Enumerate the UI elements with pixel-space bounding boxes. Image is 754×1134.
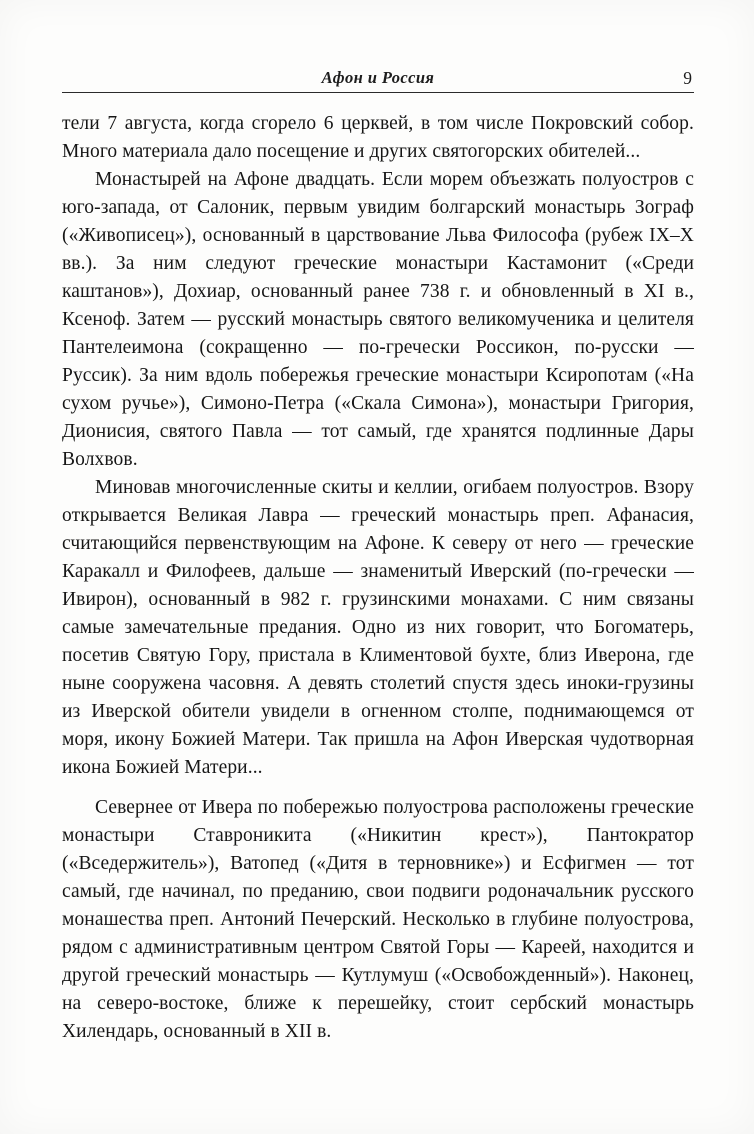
paragraph-continuation: тели 7 августа, когда сгорело 6 церквей, в том числе Покровский собор. Много материала дало посещение и других святогорских обителей...: [62, 113, 694, 162]
paragraph: Миновав многочисленные скиты и келлии, огибаем полуостров. Взору открывается Великая Лавра — греческий монастырь преп. Афанасия, считающийся первенствующим на Афоне. К северу от него — греческие Каракалл и Филофеев, дальше — знаменитый Иверский (по-гречески — Ивирон), основанный в 982 г. грузинскими монахами. С ним связаны самые замечательные предания. Одно из них говорит, что Богоматерь, посетив Святую Гору, пристала в Климентовой бухте, близ Иверона, где ныне сооружена часовня. А девять столетий спустя здесь иноки-грузины из Иверской обители увидели в огненном столпе, поднимающемся от моря, икону Божией Матери. Так пришла на Афон Иверская чудотворная икона Божией Матери...: [62, 477, 694, 778]
page-header: [62, 68, 694, 93]
paragraph: Монастырей на Афоне двадцать. Если морем объезжать полуостров с юго-запада, от Салоник, первым увидим болгарский монастырь Зограф («Живописец»), основанный в царствование Льва Философа (рубеж IX–X вв.). За ним следуют греческие монастыри Кастамонит («Среди каштанов»), Дохиар, основанный ранее 738 г. и обновленный в XI в., Ксеноф. Затем — русский монастырь святого великомученика и целителя Пантелеимона (сокращенно — по-гречески Россикон, по-русски — Руссик). За ним вдоль побережья греческие монастыри Ксиропотам («На сухом ручье»), Симоно-Петра («Скала Симона»), монастыри Григория, Дионисия, святого Павла — тот самый, где хранятся подлинные Дары Волхвов.: [62, 169, 694, 470]
paragraph: Севернее от Ивера по побережью полуострова расположены греческие монастыри Ставроникита («Никитин крест»), Пантократор («Вседержитель»), Ватопед («Дитя в терновнике») и Есфигмен — тот самый, где начинал, по преданию, свои подвиги родоначальник русского монашества преп. Антоний Печерский. Несколько в глубине полуострова, рядом с административным центром Святой Горы — Кареей, находится и другой греческий монастырь — Кутлумуш («Освобожденный»). Наконец, на северо-востоке, ближе к перешейку, стоит сербский монастырь Хилендарь, основанный в XII в.: [62, 797, 694, 1042]
page-content: [62, 68, 694, 1046]
body-text: [62, 110, 694, 1046]
page-number: 9: [683, 68, 692, 88]
running-title: Афон и Россия: [321, 68, 435, 87]
